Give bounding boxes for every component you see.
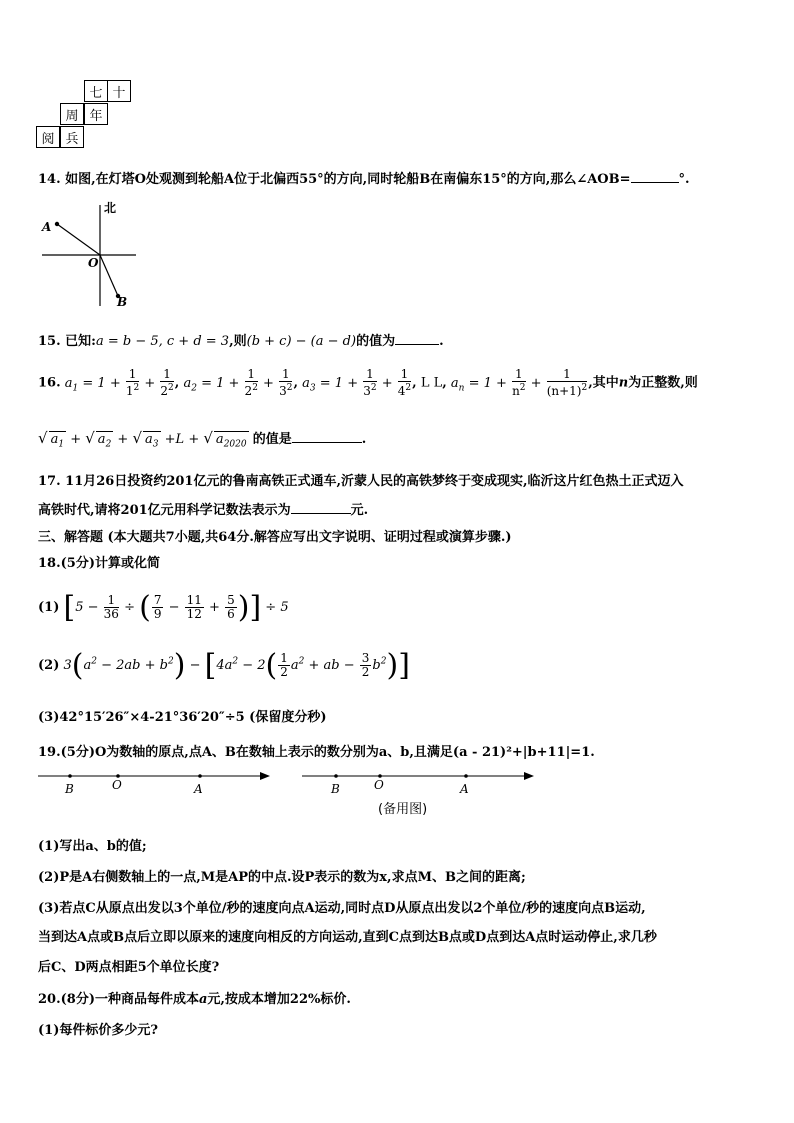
- north-label: 北: [104, 201, 117, 215]
- ellipsis: L L: [420, 375, 443, 391]
- question-tail: .: [439, 334, 444, 349]
- ray-ob: [100, 255, 118, 296]
- label-o: O: [112, 778, 122, 792]
- point-a: [55, 222, 59, 226]
- expression-1: [5 − $\frac{1}{36}$ ÷ ( $\frac{7}{9}$ − $\frac{11}{12}$ + $\frac{5}{6}$ )] ÷ 5: [63, 590, 289, 625]
- answer-blank: [291, 501, 351, 514]
- question-text: 的值为: [356, 334, 396, 349]
- answer-blank: [292, 430, 362, 443]
- question-15: [38, 330, 444, 349]
- label-o: O: [88, 256, 99, 270]
- number-line-2: [300, 766, 536, 796]
- question-text: ,则: [229, 334, 247, 349]
- q19-part-1: (1)写出a、b的值;: [38, 839, 147, 854]
- question-17-line-1: 17. 11月26日投资约201亿元的鲁南高铁正式通车,沂蒙人民的高铁梦终于变成现实,临沂这片红色热土正式迈入: [38, 474, 684, 489]
- question-text: 如图,在灯塔O处观测到轮船A位于北偏西55°的方向,同时轮船B在南偏东15°的方向,那么∠AOB=: [65, 172, 631, 187]
- question-20-header: 20.(8分)一种商品每件成本a元,按成本增加22%标价.: [38, 992, 351, 1007]
- ray-oa: [57, 224, 100, 255]
- term-a2: $a_2 = 1$ + $\frac{1}{2^2}$ + $\frac{1}{3^2}$: [183, 367, 293, 398]
- label-o: O: [374, 778, 384, 792]
- question-16-line-1: 16. $a_1 = 1$ + $\frac{1}{1^2}$ + $\frac{1}{2^2}$ , $a_2 = 1$ + $\frac{1}{2^2}$ + $\frac{1}{3^2}$ , $a_3 = 1$ + $\frac{1}{3^2}$ + $\frac{1}{4^2}$ , L L, $a_n = 1$ + $\frac{1}{n^2}$ + $\frac{1}{(n+1)^2}$ ,其中n为正整数,则: [38, 367, 698, 398]
- question-14: [38, 168, 690, 187]
- term-an: $a_n = 1$ + $\frac{1}{n^2}$ + $\frac{1}{(n+1)^2}$: [450, 367, 588, 398]
- question-number: 15.: [38, 334, 61, 349]
- label-b: B: [65, 782, 74, 796]
- spare-figure-caption: (备用图): [378, 802, 428, 817]
- term-a1: $a_1 = 1$ + $\frac{1}{1^2}$ + $\frac{1}{2^2}$: [64, 367, 174, 398]
- question-16-line-2: √ $a_1$ + √ $a_2$ + √ $a_3 +L$ + √ $a_{2020}$ 的值是 .: [38, 429, 367, 450]
- condition-expr: a = b − 5, c + d = 3: [95, 334, 230, 349]
- label-b: B: [117, 295, 128, 308]
- q18-part-2: (2) $3(a^2 - 2ab + b^2) - [4a^2 - 2$( $\frac{1}{2}$ $a^2$ + ab − $\frac{3}{2}$ $b^2$)]: [38, 648, 410, 683]
- label-a: A: [460, 782, 469, 796]
- q18-part-3: (3)42°15′26″×4-21°36′20″÷5 (保留度分秒): [38, 710, 327, 725]
- compass-figure: [36, 200, 146, 308]
- answer-blank: [631, 170, 679, 183]
- number-line-1: [36, 766, 272, 796]
- point-b: [68, 774, 72, 778]
- label-b: B: [331, 782, 340, 796]
- grid-cell: 十: [107, 80, 131, 102]
- term-a3: $a_3 = 1$ + $\frac{1}{3^2}$ + $\frac{1}{4^2}$: [302, 367, 412, 398]
- label-a: A: [42, 220, 52, 234]
- section-3-header: 三、解答题 (本大题共7小题,共64分.解答应写出文字说明、证明过程或演算步骤.): [38, 530, 512, 545]
- label-a: A: [194, 782, 203, 796]
- point-a: [464, 774, 468, 778]
- target-expr: (b + c) − (a − d): [246, 334, 357, 349]
- grid-cell: 兵: [60, 126, 84, 148]
- point-a: [198, 774, 202, 778]
- question-17-line-2: 高铁时代,请将201亿元用科学记数法表示为 元.: [38, 503, 369, 518]
- answer-blank: [395, 332, 439, 345]
- question-text: 的值是: [252, 432, 292, 447]
- expression-2: $3(a^2 - 2ab + b^2) - [4a^2 - 2$( $\frac{1}{2}$ $a^2$ + ab − $\frac{3}{2}$ $b^2$)]: [63, 648, 410, 683]
- question-18-header: 18.(5分)计算或化简: [38, 556, 160, 571]
- grid-cell: 年: [84, 103, 108, 125]
- q18-part-1: (1) [5 − $\frac{1}{36}$ ÷ ( $\frac{7}{9}$ − $\frac{11}{12}$ + $\frac{5}{6}$ )] ÷ 5: [38, 590, 289, 625]
- q19-part-3-line-2: 当到达A点或B点后立即以原来的速度向相反的方向运动,直到C点到达B点或D点到达A点时运动停止,求几秒: [38, 930, 657, 945]
- sum-expression: √ $a_1$ + √ $a_2$ + √ $a_3 +L$ + √ $a_{2020}$: [38, 429, 247, 450]
- grid-cell: 阅: [36, 126, 60, 148]
- grid-cell: 七: [84, 80, 108, 102]
- question-tail: °.: [678, 172, 690, 187]
- question-text: 已知:: [65, 334, 96, 349]
- question-19-header: 19.(5分)O为数轴的原点,点A、B在数轴上表示的数分别为a、b,且满足(a - 21)²+|b+11|=1.: [38, 745, 595, 760]
- question-number: 16.: [38, 375, 61, 391]
- grid-cell: 周: [60, 103, 84, 125]
- q19-part-3-line-1: (3)若点C从原点出发以3个单位/秒的速度向点A运动,同时点D从原点出发以2个单位/秒的速度向点B运动,: [38, 901, 646, 916]
- point-b: [334, 774, 338, 778]
- q20-part-1: (1)每件标价多少元?: [38, 1023, 158, 1038]
- q19-part-3-line-3: 后C、D两点相距5个单位长度?: [38, 960, 220, 975]
- question-number: 14.: [38, 172, 61, 187]
- q19-part-2: (2)P是A右侧数轴上的一点,M是AP的中点.设P表示的数为x,求点M、B之间的距离;: [38, 870, 526, 885]
